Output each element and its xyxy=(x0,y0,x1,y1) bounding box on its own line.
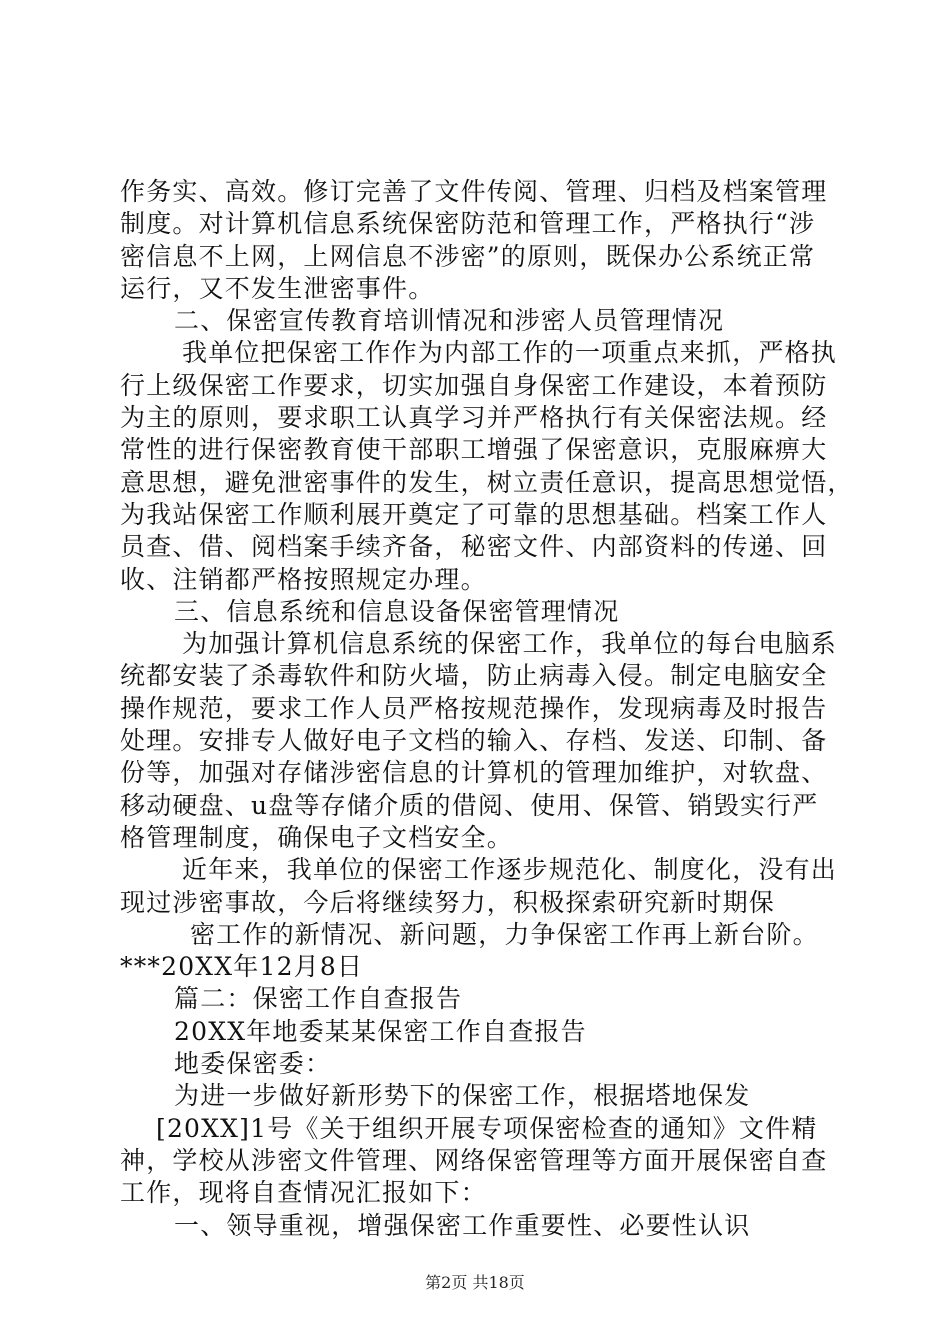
text-line: 我单位把保密工作作为内部工作的一项重点来抓，严格执 xyxy=(182,338,838,368)
text-line: 统都安装了杀毒软件和防火墙，防止病毒入侵。制定电脑安全 xyxy=(120,661,828,691)
text-line: 制度。对计算机信息系统保密防范和管理工作，严格执行“涉 xyxy=(120,209,816,239)
text-line: 近年来，我单位的保密工作逐步规范化、制度化，没有出 xyxy=(182,855,838,885)
text-line: 密工作的新情况、新问题，力争保密工作再上新台阶。 xyxy=(190,919,819,949)
text-line: 移动硬盘、u盘等存储介质的借阅、使用、保管、销毁实行严 xyxy=(120,790,819,820)
text-line: 处理。安排专人做好电子文档的输入、存档、发送、印制、备 xyxy=(120,726,828,756)
text-line: 行上级保密工作要求，切实加强自身保密工作建设，本着预防 xyxy=(120,370,828,400)
text-line: [20XX]1号《关于组织开展专项保密检查的通知》文件精 xyxy=(156,1113,818,1143)
text-line: 操作规范，要求工作人员严格按规范操作，发现病毒及时报告 xyxy=(120,693,828,723)
text-line: 运行，又不发生泄密事件。 xyxy=(120,273,435,303)
text-line: 份等，加强对存储涉密信息的计算机的管理加维护，对软盘、 xyxy=(120,758,828,788)
text-line: 意思想，避免泄密事件的发生，树立责任意识，提高思想觉悟， xyxy=(120,467,854,497)
text-line: 地委保密委： xyxy=(174,1049,332,1079)
text-line: 工作，现将自查情况汇报如下： xyxy=(120,1178,487,1208)
text-line: 为我站保密工作顺利展开奠定了可靠的思想基础。档案工作人 xyxy=(120,499,828,529)
text-line: 20XX年地委某某保密工作自查报告 xyxy=(174,1016,587,1046)
text-line: 员查、借、阅档案手续齐备，秘密文件、内部资料的传递、回 xyxy=(120,532,828,562)
text-line: 为加强计算机信息系统的保密工作，我单位的每台电脑系 xyxy=(182,629,838,659)
text-line: 一、领导重视，增强保密工作重要性、必要性认识 xyxy=(174,1210,751,1240)
text-line: 为进一步做好新形势下的保密工作，根据塔地保发 xyxy=(174,1081,751,1111)
text-line: 格管理制度，确保电子文档安全。 xyxy=(120,822,514,852)
document-body xyxy=(120,176,854,1242)
text-line: 篇二：保密工作自查报告 xyxy=(174,984,463,1014)
text-line: 密信息不上网，上网信息不涉密”的原则，既保办公系统正常 xyxy=(120,241,816,271)
text-line: 作务实、高效。修订完善了文件传阅、管理、归档及档案管理 xyxy=(120,177,828,206)
text-line: 常性的进行保密教育使干部职工增强了保密意识，克服麻痹大 xyxy=(120,435,828,465)
text-line: 现过涉密事故，今后将继续努力，积极探索研究新时期保 xyxy=(120,887,776,917)
text-line: 神，学校从涉密文件管理、网络保密管理等方面开展保密自查 xyxy=(120,1145,828,1175)
page-number-footer: 第2页 共18页 xyxy=(425,1273,525,1292)
text-line: 二、保密宣传教育培训情况和涉密人员管理情况 xyxy=(174,306,725,336)
text-line: 三、信息系统和信息设备保密管理情况 xyxy=(174,596,620,626)
text-line: 为主的原则，要求职工认真学习并严格执行有关保密法规。经 xyxy=(120,403,828,433)
text-line: 收、注销都严格按照规定办理。 xyxy=(120,564,487,594)
text-line: ***20XX年12月8日 xyxy=(120,952,364,982)
